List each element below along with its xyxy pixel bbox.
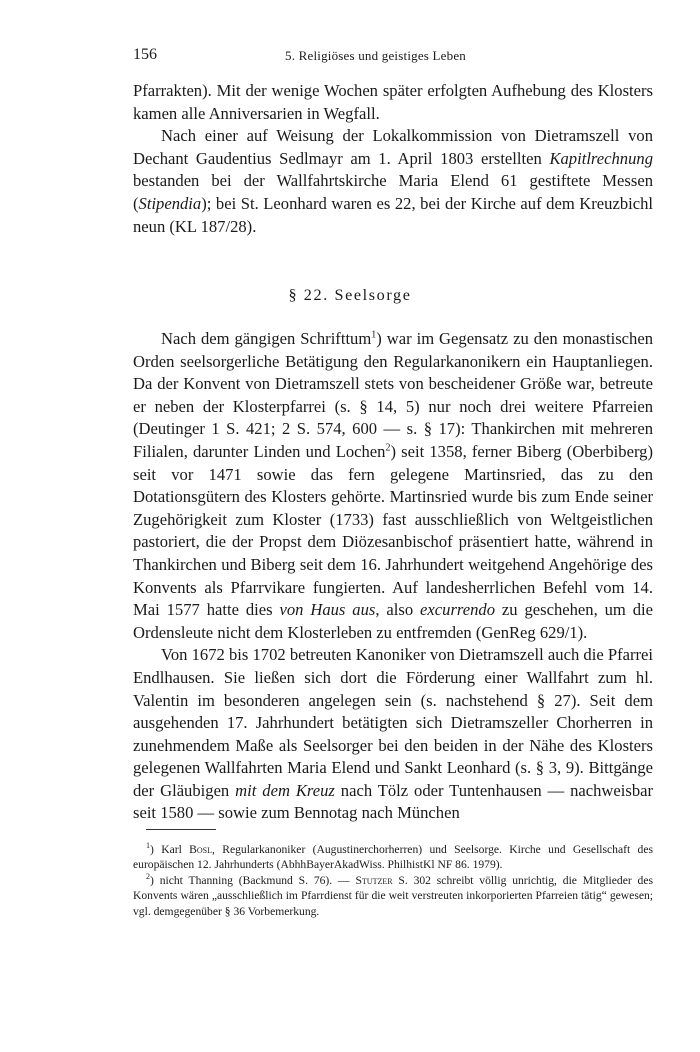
author-stutzer: Stutzer [355, 873, 393, 887]
footnote-2: $^2$) nicht Thanning (Backmund S. 76). — Stutzer S. 302 schreibt völlig unrichtig, die Mitglieder des Konvents wären „ausschließlich im Pfarrdienst für die weit verstreuten inkorporierten Pfarreien tätig“ gewesen; vgl. demgegenüber § 36 Vorbemerkung. [133, 871, 653, 918]
footnote-ref-1: 1 [371, 329, 377, 341]
section-heading: § 22. Seelsorge [288, 286, 412, 304]
footnote-mark-2: 2 [146, 871, 150, 881]
footnotes [133, 842, 653, 919]
footnote-1: $^1$) Karl Bosl, Regularkanoniker (Augustinerchorherren) und Seelsorge. Kirche und Gesellschaft des europäischen 12. Jahrhunderts (AbhhBayerAkadWiss. PhilhistKl NF 86. 1979). [133, 841, 654, 872]
section-paragraph-1: Nach dem gängigen Schrifttum$^1$) war im Gegensatz zu den monastischen Orden seelsorgerliche Betätigung den Regularkanonikern ein Hauptanliegen. Da der Konvent von Dietramszell stets von bescheidener Größe war, betreute er neben der Klosterpfarrei (s. § 14, 5) nur noch drei weitere Pfarreien (Deutinger 1 S. 421; 2 S. 574, 600 — s. § 17): Thankirchen mit mehreren Filialen, darunter Linden und Lochen$^2$) seit 1358, ferner Biberg (Oberbiberg) seit vor 1471 sowie das fern gelegene Martinsried, das zu den Dotationsgütern des Klosters gehörte. Martinsried wurde bis zum Ende seiner Zugehörigkeit zum Kloster (1733) fast ausschließlich von Weltgeistlichen pastoriert, die der Propst dem Diözesanbischof präsentiert hatte, während in Thankirchen und Biberg seit dem 16. Jahrhundert weitgehend Angehörige des Konvents als Pfarrvikare fungierten. Auf landesherrlichen Befehl vom 14. Mai 1577 hatte dies von Haus aus, also excurrendo zu geschehen, um die Ordensleute nicht dem Klosterleben zu entfremden (GenReg 629/1). [133, 329, 654, 642]
term-stipendia: Stipendia [138, 193, 202, 213]
intro-paragraph-1: Pfarrakten). Mit der wenige Wochen später erfolgten Aufhebung des Klosters kamen alle Anniversarien in Wegfall. [133, 81, 653, 123]
section-paragraph-2: Von 1672 bis 1702 betreuten Kanoniker von Dietramszell auch die Pfarrei Endlhausen. Sie ließen sich dort die Förderung einer Wallfahrt zum hl. Valentin im besonderen angelegen sein (s. nachstehend § 27). Seit dem ausgehenden 17. Jahrhundert betätigten sich Dietramszeller Chorherren in zunehmendem Maße als Seelsorger bei den beiden in der Nähe des Klosters gelegenen Wallfahrten Maria Elend und Sankt Leonhard (s. § 3, 9). Bittgänge der Gläubigen mit dem Kreuz nach Tölz oder Tuntenhausen — nachweisbar seit 1580 — sowie zum Bennotag nach München [133, 645, 654, 823]
footnote-mark-1: 1 [146, 841, 150, 851]
term-von-haus-aus: von Haus aus [279, 600, 376, 620]
footnote-rule [146, 829, 216, 830]
term-mit-dem-kreuz: mit dem Kreuz [235, 780, 335, 800]
running-head: 5. Religiöses und geistiges Leben [285, 48, 466, 63]
footnote-ref-2: 2 [385, 442, 391, 454]
author-bosl: Bosl [189, 843, 213, 856]
term-excurrendo: excurrendo [420, 600, 495, 620]
term-kapitlrechnung: Kapitlrechnung [549, 148, 653, 168]
page-number: 156 [133, 46, 157, 63]
section-text [133, 328, 653, 825]
intro-text [133, 80, 653, 238]
intro-paragraph-2: Nach einer auf Weisung der Lokalkommission von Dietramszell von Dechant Gaudentius Sedlmayr am 1. April 1803 erstellten Kapitlrechnung bestanden bei der Wallfahrtskirche Maria Elend 61 gestiftete Messen (Stipendia); bei St. Leonhard waren es 22, bei der Kirche auf dem Kreuzbichl neun (KL 187/28). [133, 126, 653, 236]
